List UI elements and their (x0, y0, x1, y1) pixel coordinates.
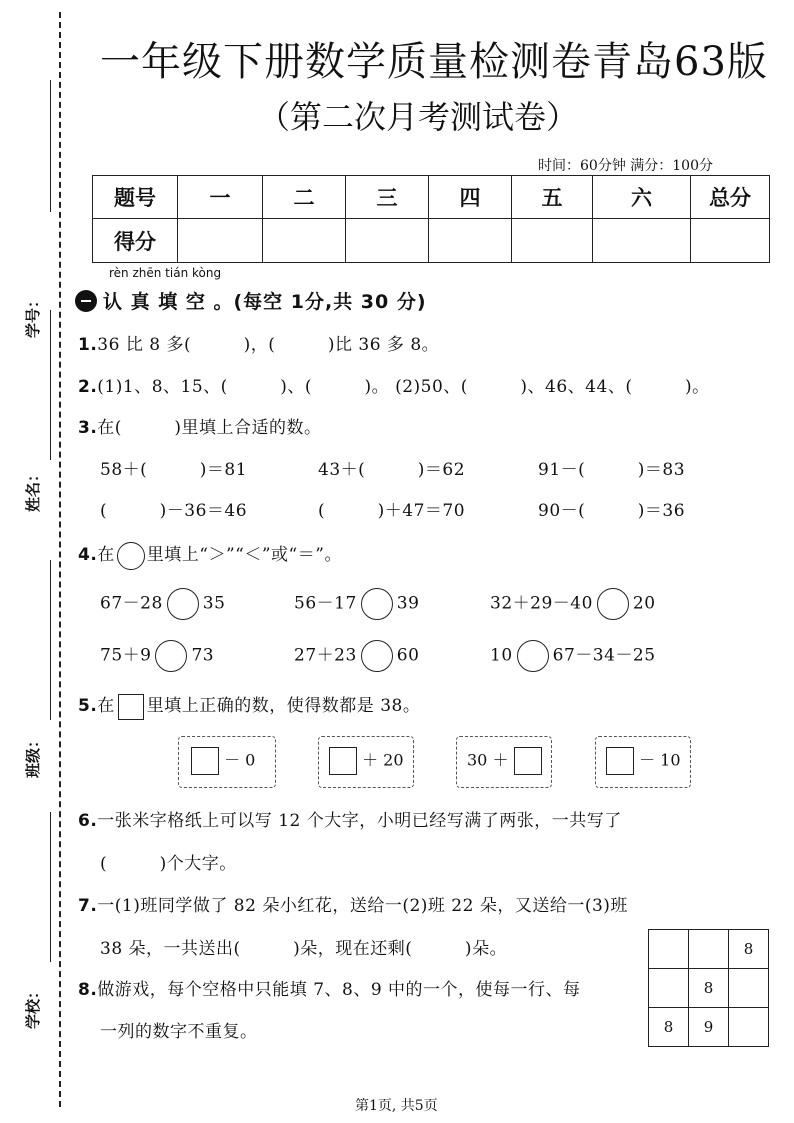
compare-circle[interactable] (361, 588, 393, 620)
question-3 (78, 413, 322, 438)
compare-right: 67－34－25 (552, 645, 656, 666)
q5-expression (456, 736, 552, 788)
compare-left: 67－28 (100, 593, 163, 614)
question-number: 5. (78, 696, 98, 716)
class-field (14, 560, 54, 780)
score-header-cell: 一 (178, 176, 263, 219)
question-text: 一(1)班同学做了 82 朵小红花，送给一(2)班 22 朵，又送给一(3)班 (97, 896, 628, 916)
number-grid (648, 929, 769, 1047)
grid-cell: 8 (649, 1008, 689, 1047)
compare-left: 27＋23 (294, 645, 357, 666)
question-number: 3. (78, 418, 98, 438)
class-line[interactable] (50, 560, 51, 720)
grid-cell[interactable] (649, 930, 689, 969)
q4-compare-item (490, 588, 656, 620)
expr-before: 30 ＋ (467, 750, 509, 770)
compare-right: 20 (632, 593, 656, 614)
score-cell[interactable] (346, 219, 429, 263)
q4-compare-item (294, 588, 419, 620)
score-cell[interactable] (512, 219, 593, 263)
question-5 (78, 691, 420, 720)
compare-right: 35 (202, 593, 226, 614)
compare-left: 75＋9 (100, 645, 152, 666)
q3-equation: ( )＋47＝70 (318, 501, 466, 521)
compare-circle[interactable] (597, 588, 629, 620)
q4-compare-item (100, 588, 225, 620)
compare-circle[interactable] (167, 588, 199, 620)
question-text: 在 (97, 696, 115, 716)
question-text: 做游戏，每个空格中只能填 7、8、9 中的一个，使每一行、每 (97, 980, 581, 1000)
page-footer: 第1页, 共5页 (355, 1098, 438, 1114)
score-header-cell: 题号 (93, 176, 178, 219)
question-text: 在 (97, 545, 115, 565)
question-number: 2. (78, 377, 98, 397)
compare-left: 32＋29－40 (490, 593, 593, 614)
score-cell[interactable] (593, 219, 691, 263)
expr-after: － 10 (639, 750, 681, 770)
q4-compare-item (100, 640, 214, 672)
score-header-cell: 五 (512, 176, 593, 219)
expr-after: － 0 (224, 750, 256, 770)
question-text: 36 比 8 多( )，( )比 36 多 8。 (97, 335, 440, 355)
compare-left: 10 (490, 645, 513, 666)
score-table-score-row (93, 219, 770, 263)
question-text: 一张米字格纸上可以写 12 个大字，小明已经写满了两张，一共写了 (97, 811, 622, 831)
question-8 (78, 975, 581, 1000)
compare-circle[interactable] (517, 640, 549, 672)
section-one-badge-icon (75, 290, 97, 312)
grid-cell[interactable] (729, 969, 769, 1008)
question-6 (78, 806, 622, 831)
compare-circle-icon (117, 542, 145, 570)
grid-cell[interactable] (689, 930, 729, 969)
q3-equation: 43＋( )＝62 (318, 460, 466, 480)
answer-box[interactable] (329, 747, 357, 775)
page-title: 一年级下册数学质量检测卷青岛63版 (100, 39, 768, 85)
compare-right: 60 (396, 645, 420, 666)
student-id-label: 学号： (24, 292, 42, 338)
compare-circle[interactable] (155, 640, 187, 672)
expr-after: ＋ 20 (362, 750, 404, 770)
class-label: 班级： (24, 732, 42, 778)
q4-compare-item (490, 640, 656, 672)
q5-expression (178, 736, 276, 788)
q3-equation: 91－( )＝83 (538, 460, 686, 480)
question-number: 1. (78, 335, 98, 355)
q3-equation: 58＋( )＝81 (100, 460, 248, 480)
question-1 (78, 330, 439, 355)
question-text: 里填上正确的数，使得数都是 38。 (146, 696, 421, 716)
score-header-cell: 三 (346, 176, 429, 219)
score-header-cell: 四 (429, 176, 512, 219)
compare-circle[interactable] (361, 640, 393, 672)
answer-box[interactable] (191, 747, 219, 775)
question-text: 里填上“＞”“＜”或“＝”。 (146, 545, 342, 565)
compare-right: 39 (396, 593, 420, 614)
answer-box-icon (118, 694, 144, 720)
grid-cell: 9 (689, 1008, 729, 1047)
question-6-line2: ( )个大字。 (100, 854, 237, 874)
question-text: 在( )里填上合适的数。 (97, 418, 322, 438)
question-text: (1)1、8、15、( )、( )。 (2)50、( )、46、44、( )。 (97, 377, 710, 397)
question-number: 7. (78, 896, 98, 916)
question-4 (78, 540, 342, 570)
score-cell[interactable] (263, 219, 346, 263)
score-cell[interactable] (429, 219, 512, 263)
score-cell[interactable] (691, 219, 770, 263)
grid-cell: 8 (689, 969, 729, 1008)
time-score-info: 时间：60分钟 满分：100分 (538, 158, 713, 174)
score-table (92, 175, 770, 263)
question-number: 8. (78, 980, 98, 1000)
answer-box[interactable] (514, 747, 542, 775)
q5-expression (318, 736, 414, 788)
question-7 (78, 891, 628, 916)
student-id-field (14, 80, 54, 338)
question-2 (78, 372, 710, 397)
name-field (14, 310, 54, 520)
compare-left: 56－17 (294, 593, 357, 614)
q3-equation: 90－( )＝36 (538, 501, 686, 521)
score-header-cell: 二 (263, 176, 346, 219)
school-line[interactable] (50, 812, 51, 962)
grid-cell[interactable] (649, 969, 689, 1008)
name-label: 姓名： (24, 466, 42, 512)
school-field (14, 812, 54, 1032)
grid-cell: 8 (729, 930, 769, 969)
q3-equation: ( )－36＝46 (100, 501, 248, 521)
q4-compare-item (294, 640, 419, 672)
binding-dashed-line (59, 12, 61, 1107)
section-heading: 认 真 填 空 。(每空 1分,共 30 分) (103, 291, 427, 313)
score-header-cell: 总分 (691, 176, 770, 219)
grid-cell[interactable] (729, 1008, 769, 1047)
school-label: 学校： (24, 983, 42, 1029)
question-7-line2: 38 朵，一共送出( )朵，现在还剩( )朵。 (100, 939, 508, 959)
score-cell[interactable] (178, 219, 263, 263)
question-number: 6. (78, 811, 98, 831)
section-pinyin: rèn zhēn tián kòng (109, 266, 222, 280)
question-number: 4. (78, 545, 98, 565)
score-row-label: 得分 (93, 219, 178, 263)
student-id-line[interactable] (50, 80, 51, 212)
q5-expression (595, 736, 691, 788)
answer-box[interactable] (606, 747, 634, 775)
page-subtitle: （第二次月考测试卷） (258, 98, 579, 136)
question-8-line2: 一列的数字不重复。 (100, 1022, 258, 1042)
score-table-header-row (93, 176, 770, 219)
name-line[interactable] (50, 310, 51, 460)
compare-right: 73 (191, 645, 215, 666)
score-header-cell: 六 (593, 176, 691, 219)
